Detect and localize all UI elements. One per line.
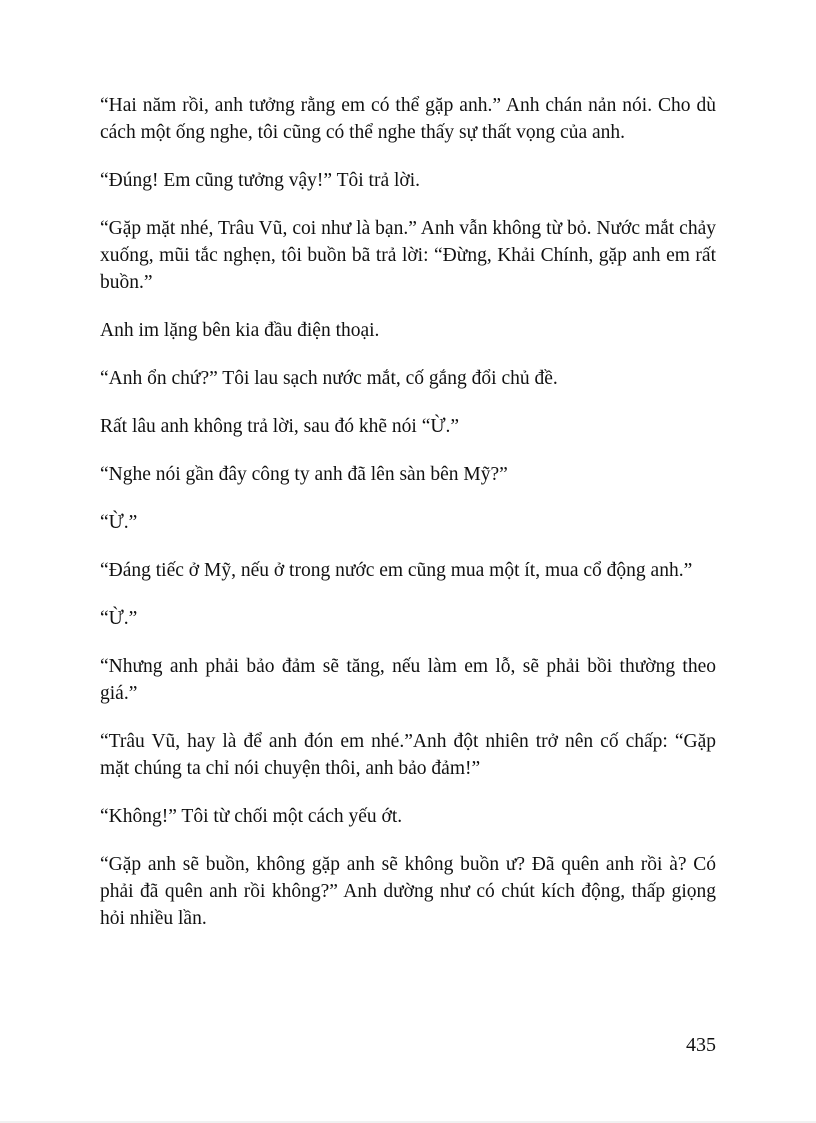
paragraph: “Không!” Tôi từ chối một cách yếu ớt. <box>100 806 403 827</box>
page-body <box>100 92 716 953</box>
paragraph: “Trâu Vũ, hay là để anh đón em nhé.”Anh đột nhiên trở nên cố chấp: “Gặp mặt chúng ta chỉ nói chuyện thôi, anh bảo đảm!” <box>100 731 716 779</box>
paragraph: Anh im lặng bên kia đầu điện thoại. <box>100 320 380 341</box>
paragraph: “Ừ.” <box>100 512 138 533</box>
paragraph: “Đáng tiếc ở Mỹ, nếu ở trong nước em cũng mua một ít, mua cổ động anh.” <box>100 560 693 581</box>
paragraph: “Hai năm rồi, anh tưởng rằng em có thể gặp anh.” Anh chán nản nói. Cho dù cách một ống nghe, tôi cũng có thể nghe thấy sự thất vọng của anh. <box>100 95 716 143</box>
paragraph: “Anh ổn chứ?” Tôi lau sạch nước mắt, cố gắng đổi chủ đề. <box>100 368 558 389</box>
paragraph: “Gặp anh sẽ buồn, không gặp anh sẽ không buồn ư? Đã quên anh rồi à? Có phải đã quên anh rồi không?” Anh dường như có chút kích động, thấp giọng hỏi nhiều lần. <box>100 854 716 929</box>
paragraph: Rất lâu anh không trả lời, sau đó khẽ nói “Ừ.” <box>100 416 460 437</box>
paragraph: “Nhưng anh phải bảo đảm sẽ tăng, nếu làm em lỗ, sẽ phải bồi thường theo giá.” <box>100 656 716 704</box>
paragraph: “Đúng! Em cũng tưởng vậy!” Tôi trả lời. <box>100 170 421 191</box>
paragraph: “Gặp mặt nhé, Trâu Vũ, coi như là bạn.” Anh vẫn không từ bỏ. Nước mắt chảy xuống, mũi tắc nghẹn, tôi buồn bã trả lời: “Đừng, Khải Chính, gặp anh em rất buồn.” <box>100 218 716 293</box>
paragraph: “Ừ.” <box>100 608 138 629</box>
paragraph: “Nghe nói gần đây công ty anh đã lên sàn bên Mỹ?” <box>100 464 508 485</box>
page-number: 435 <box>686 1034 716 1056</box>
